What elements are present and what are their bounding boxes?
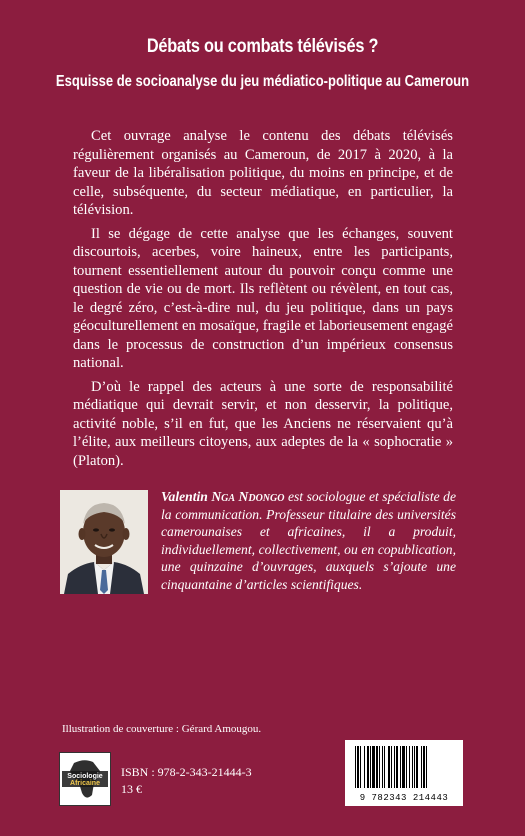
author-bio-text: est sociologue et spécialiste de la communication. Professeur titulaire des universités camerounaises et africaines, il a produit, individuellement, collectivement, ou en copublication, une quinzaine d’ouvrages, auxquels s’ajoute une cinquantaine d’articles scientifiques. — [161, 489, 456, 592]
barcode-bar — [355, 746, 356, 788]
summary-paragraph: Cet ouvrage analyse le contenu des débats télévisés régulièrement organisés au Cameroun, de 2017 à 2020, à la faveur de la libéralisation politique, du moins en principe, et de celle, subséquente, du secteur médiatique, en particulier, la télévision. — [73, 128, 453, 218]
publisher-series-logo — [59, 752, 111, 806]
barcode — [345, 740, 463, 806]
barcode-bar — [384, 746, 385, 788]
barcode-bar — [388, 746, 390, 788]
barcode-bar — [382, 746, 383, 788]
author-first-name: Valentin — [161, 489, 208, 504]
barcode-bar — [400, 746, 401, 788]
back-cover-summary — [73, 127, 453, 475]
barcode-bar — [412, 746, 413, 788]
africa-map-icon — [60, 753, 110, 805]
book-price: 13 € — [121, 782, 142, 796]
isbn-block — [121, 764, 252, 798]
barcode-bar — [396, 746, 398, 788]
cover-illustration-credit: Illustration de couverture : Gérard Amougou. — [62, 723, 262, 735]
logo-line-2: Africaine — [70, 780, 100, 787]
barcode-bar — [379, 746, 380, 788]
barcode-bar — [372, 746, 375, 788]
barcode-bars — [345, 740, 463, 792]
barcode-bar — [391, 746, 392, 788]
book-title: Débats ou combats télévisés ? — [146, 36, 379, 57]
barcode-bar — [364, 746, 365, 788]
barcode-bar — [414, 746, 415, 788]
summary-paragraph: Il se dégage de cette analyse que les échanges, souvent discourtois, acerbes, voire haineux, entre les participants, tournent essentiellement autour du pouvoir conçu comme une question de vie ou de mort. Ils reflètent ou révèlent, en tout cas, le degré zéro, c’est-à-dire nul, du jeu politique, dans un pays géoculturellement en mosaïque, fragile et laborieusement engagé dans le processus de construction d’un impérieux consensus national. — [73, 225, 453, 371]
author-photo — [60, 490, 148, 594]
barcode-bar — [406, 746, 407, 788]
summary-paragraph: D’où le rappel des acteurs à une sorte de responsabilité médiatique qui devrait servir, et non desservir, la politique, activité noble, s’il en fut, que les Anciens ne réservaient qu’à l’élite, aux meilleurs citoyens, aux adeptes de la « sophocratie » (Platon). — [73, 378, 453, 469]
barcode-bar — [409, 746, 410, 788]
author-last-name: Nga Ndongo — [211, 489, 285, 504]
barcode-bar — [394, 746, 395, 788]
barcode-bar — [421, 746, 422, 788]
barcode-bar — [360, 746, 361, 788]
isbn-number: ISBN : 978-2-343-21444-3 — [121, 765, 252, 779]
barcode-bar — [416, 746, 418, 788]
book-subtitle: Esquisse de socioanalyse du jeu médiatico-politique au Cameroun — [55, 73, 470, 90]
author-portrait-image — [60, 490, 148, 594]
barcode-bar — [426, 746, 427, 788]
barcode-bar — [357, 746, 359, 788]
barcode-bar — [367, 746, 369, 788]
barcode-digits: 9 782343 214443 — [359, 793, 449, 803]
barcode-bar — [402, 746, 405, 788]
logo-line-1: Sociologie — [67, 773, 103, 780]
barcode-bar — [376, 746, 378, 788]
author-bio — [161, 488, 456, 593]
barcode-bar — [370, 746, 371, 788]
barcode-bar — [423, 746, 425, 788]
